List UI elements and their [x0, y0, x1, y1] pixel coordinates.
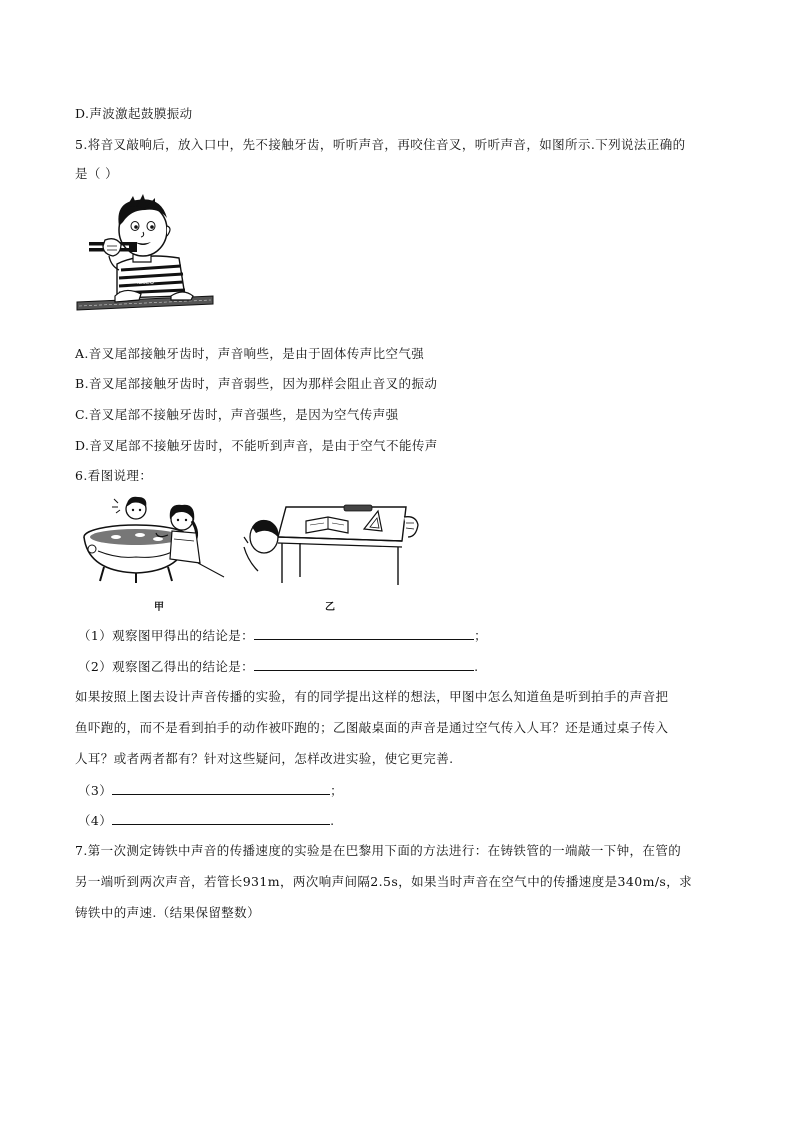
- q5-stem-line2: 是（ ）: [75, 166, 119, 181]
- q6-sub3-end: ；: [330, 783, 344, 798]
- q6-paragraph-line1: 如果按照上图去设计声音传播的实验，有的同学提出这样的想法，甲图中怎么知道鱼是听到拍手的声音把: [75, 689, 669, 704]
- q6-sub3-answer-blank[interactable]: [112, 782, 330, 795]
- q6-sub2-label: （2）观察图乙得出的结论是：: [78, 659, 255, 674]
- caption-yi: 乙: [325, 602, 335, 613]
- q6-sub2: [78, 658, 478, 675]
- caption-jia: 甲: [154, 602, 164, 613]
- q6-sub4-label: （4）: [78, 813, 113, 828]
- tuning-fork-boy-figure: [75, 192, 215, 314]
- q6-paragraph-line3: 人耳？或者两者都有？针对这些疑问，怎样改进实验，使它更完善.: [75, 751, 454, 766]
- q6-sub4-answer-blank[interactable]: [112, 812, 330, 825]
- q6-paragraph-line2: 鱼吓跑的，而不是看到拍手的动作被吓跑的；乙图敲桌面的声音是通过空气传入人耳？还是通过桌子传入: [75, 720, 669, 735]
- figure-jia-fish-bowl: [78, 493, 228, 585]
- q6-sub4-end: .: [330, 813, 335, 828]
- q7-line3: 铸铁中的声速.（结果保留整数）: [75, 905, 260, 920]
- q6-sub2-end: .: [474, 659, 479, 674]
- q5-option-b: B.音叉尾部接触牙齿时，声音弱些，因为那样会阻止音叉的振动: [75, 376, 438, 391]
- q6-sub4: [78, 812, 335, 829]
- shirt-lettering: ILSEU: [137, 279, 155, 286]
- q6-sub2-answer-blank[interactable]: [254, 658, 474, 671]
- q6-sub3-label: （3）: [78, 783, 113, 798]
- q7-line1: 7.第一次测定铸铁中声音的传播速度的实验是在巴黎用下面的方法进行：在铸铁管的一端敲一下钟，在管的: [75, 843, 682, 858]
- q5-option-d: D.音叉尾部不接触牙齿时，不能听到声音，是由于空气不能传声: [75, 438, 438, 453]
- q4-option-d: D.声波激起鼓膜振动: [75, 106, 193, 121]
- q7-line2: 另一端听到两次声音，若管长931m，两次响声间隔2.5s，如果当时声音在空气中的传播速度是340m/s，求: [75, 874, 693, 889]
- q6-sub1-end: ；: [474, 628, 487, 643]
- q5-stem-line1: 5.将音叉敲响后，放入口中，先不接触牙齿，听听声音，再咬住音叉，听听声音，如图所示.下列说法正确的: [75, 137, 686, 152]
- q6-stem: 6.看图说理：: [75, 468, 153, 483]
- q6-sub1: [78, 627, 487, 644]
- q5-option-c: C.音叉尾部不接触牙齿时，声音强些，是因为空气传声强: [75, 407, 399, 422]
- q6-sub1-answer-blank[interactable]: [254, 627, 474, 640]
- figure-yi-table: [240, 497, 430, 589]
- q6-sub1-label: （1）观察图甲得出的结论是：: [78, 628, 255, 643]
- q6-sub3: [78, 782, 343, 799]
- q5-option-a: A.音叉尾部接触牙齿时，声音响些，是由于固体传声比空气强: [75, 346, 425, 361]
